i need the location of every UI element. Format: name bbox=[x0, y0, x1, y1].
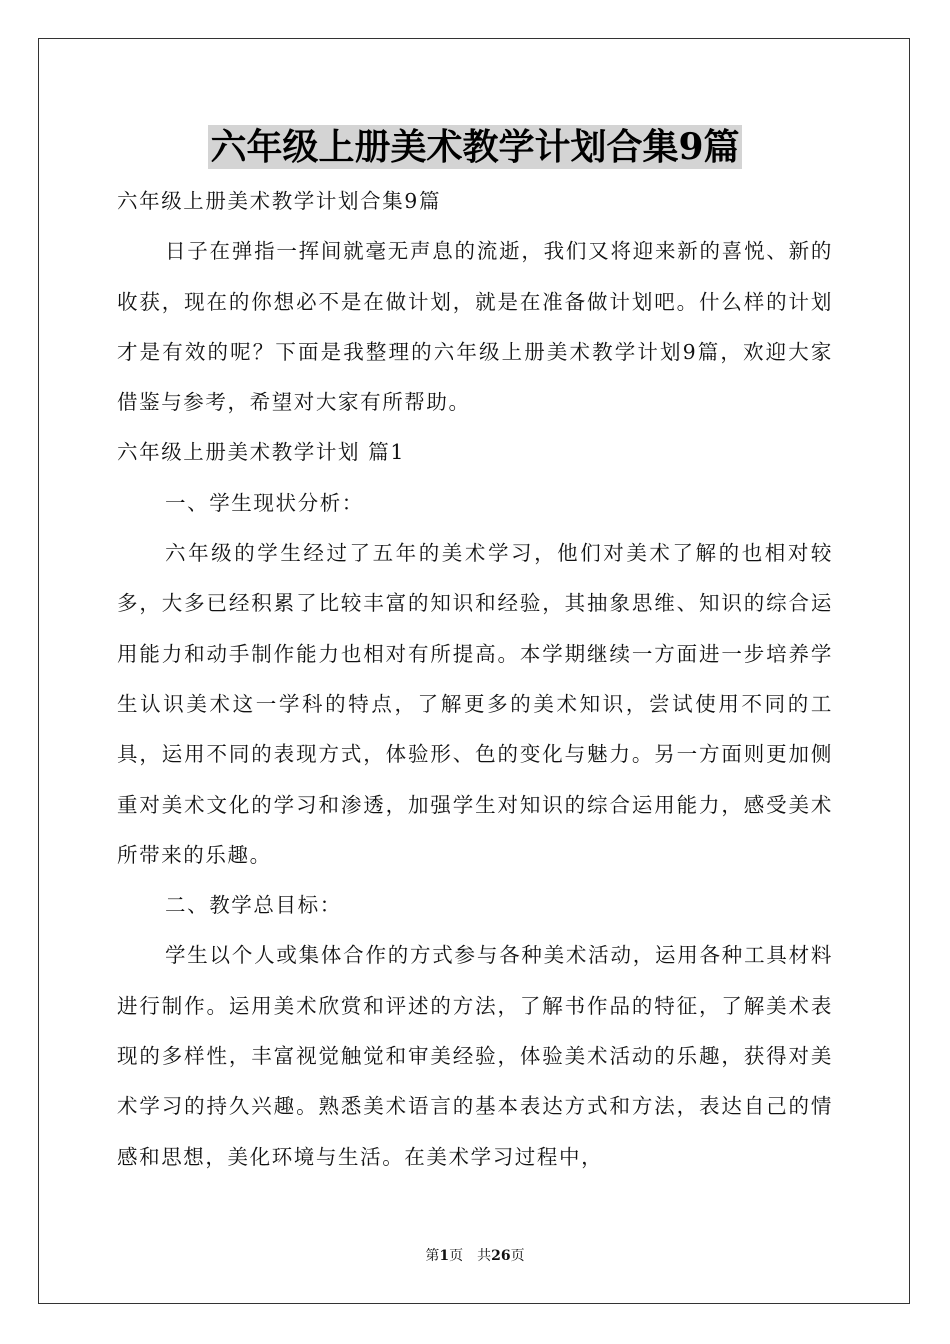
document-title: 六年级上册美术教学计划合集9篇 bbox=[210, 126, 740, 168]
part1-paragraph: 六年级的学生经过了五年的美术学习，他们对美术了解的也相对较多，大多已经积累了比较丰富的知识和经验，其抽象思维、知识的综合运用能力和动手制作能力也相对有所提高。本学期继续一方面进一步培养学生认识美术这一学科的特点，了解更多的美术知识，尝试使用不同的工具，运用不同的表现方式，体验形、色的变化与魅力。另一方面则更加侧重对美术文化的学习和渗透，加强学生对知识的综合运用能力，感受美术所带来的乐趣。 bbox=[117, 541, 833, 867]
document-subtitle: 六年级上册美术教学计划合集9篇 bbox=[117, 189, 442, 213]
part2-paragraph: 学生以个人或集体合作的方式参与各种美术活动，运用各种工具材料进行制作。运用美术欣赏和评述的方法，了解书作品的特征，了解美术表现的多样性，丰富视觉触觉和审美经验，体验美术活动的乐趣，获得对美术学习的持久兴趣。熟悉美术语言的基本表达方式和方法，表达自己的情感和思想，美化环境与生活。在美术学习过程中， bbox=[117, 943, 833, 1169]
part2-heading: 二、教学总目标： bbox=[165, 893, 342, 918]
part1-heading: 一、学生现状分析： bbox=[165, 490, 364, 515]
page-footer bbox=[0, 1246, 950, 1266]
title-container bbox=[0, 125, 950, 169]
total-page-count: 26 bbox=[491, 1248, 511, 1264]
intro-paragraph: 日子在弹指一挥间就毫无声息的流逝，我们又将迎来新的喜悦、新的收获，现在的你想必不是在做计划，就是在准备做计划吧。什么样的计划才是有效的呢？下面是我整理的六年级上册美术教学计划9篇，欢迎大家借鉴与参考，希望对大家有所帮助。 bbox=[117, 239, 833, 415]
section-heading: 六年级上册美术教学计划 篇1 bbox=[117, 440, 405, 465]
current-page-number: 1 bbox=[439, 1248, 450, 1264]
document-body bbox=[117, 176, 833, 1182]
page-separator: 页 共 bbox=[449, 1248, 492, 1264]
page-suffix: 页 bbox=[510, 1248, 525, 1264]
page-prefix: 第 bbox=[425, 1248, 440, 1264]
